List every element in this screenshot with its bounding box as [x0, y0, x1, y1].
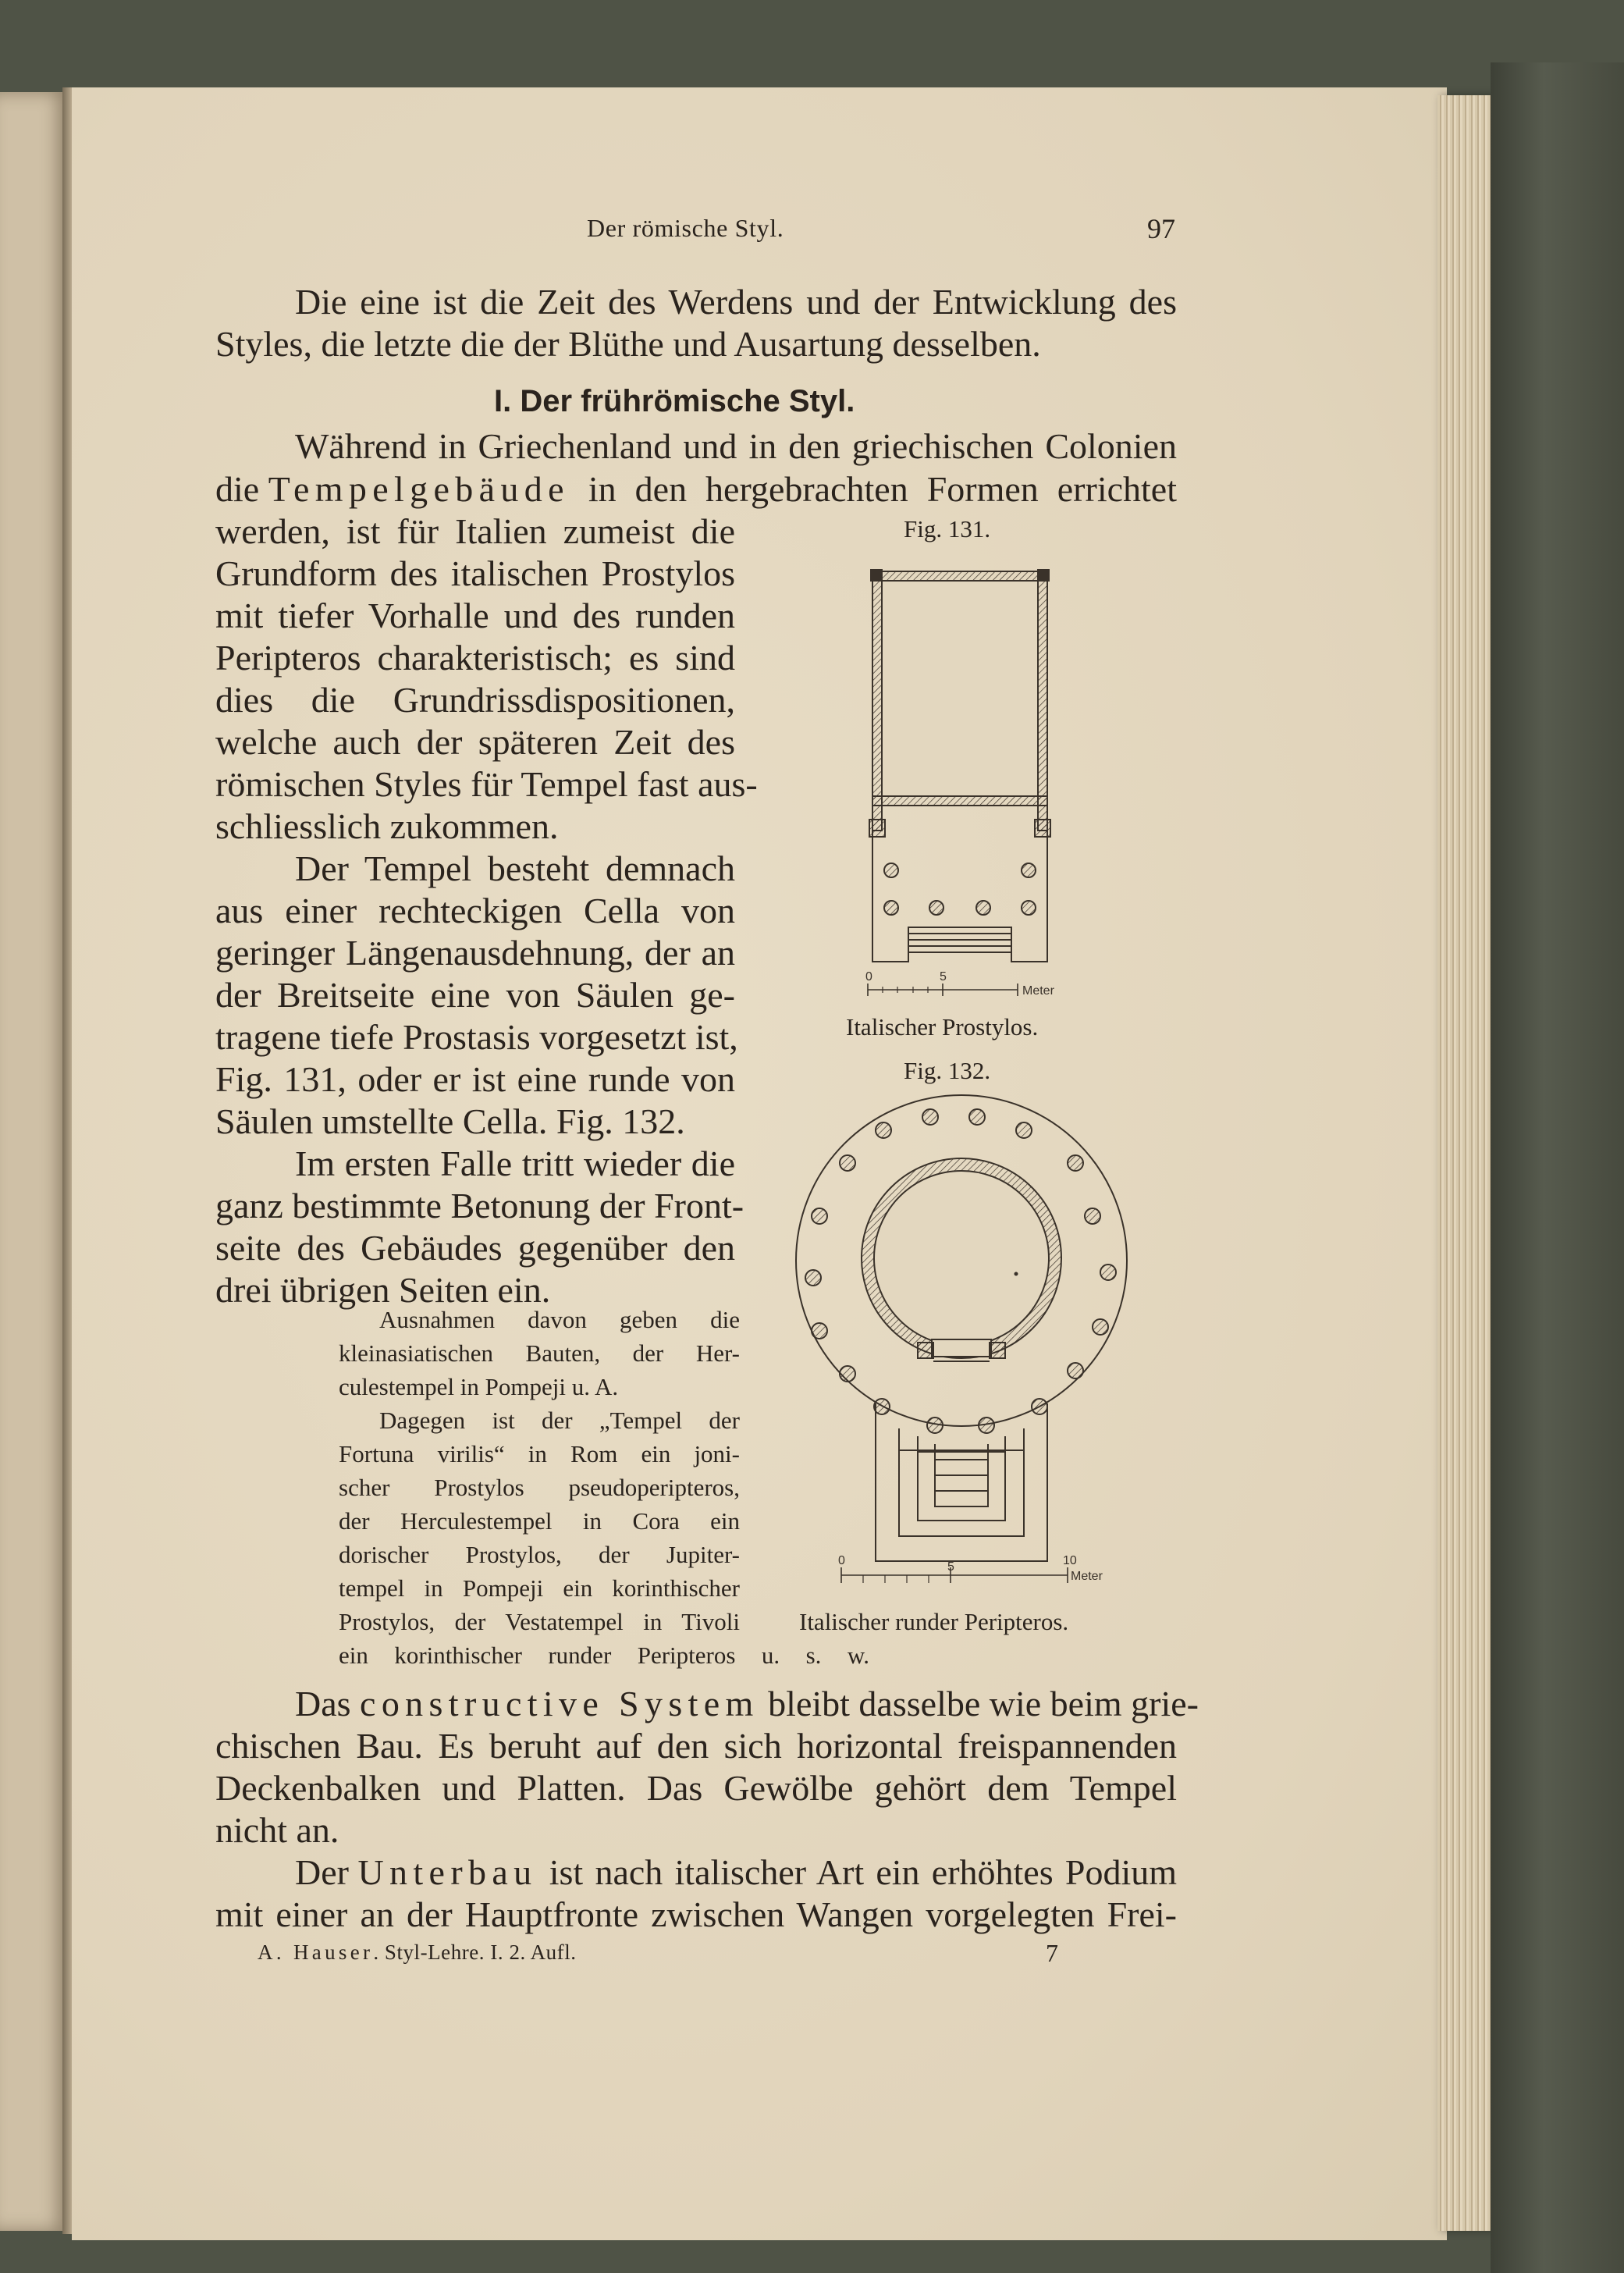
- facing-page-edge: [0, 92, 69, 2231]
- text-run: in den hergebrachten Formen errichtet: [569, 469, 1177, 509]
- text-run: bleibt dasselbe wie beim grie-: [759, 1684, 1199, 1723]
- column: [812, 1323, 827, 1339]
- footer-line: [258, 1940, 577, 1965]
- body-line: mit tiefer Vorhalle und des runden: [215, 596, 735, 635]
- fig132-plan: [780, 1093, 1155, 1592]
- text-run: Der: [295, 1852, 358, 1892]
- note-line: Dagegen ist der „Tempel der: [379, 1407, 740, 1434]
- fig131-plan: [858, 562, 1093, 1015]
- column: [874, 1399, 890, 1414]
- body-line: aus einer rechteckigen Cella von: [215, 891, 735, 930]
- body-line: werden, ist für Italien zumeist die: [215, 511, 735, 551]
- body-line: geringer Längenausdehnung, der an: [215, 933, 735, 973]
- column: [884, 901, 898, 915]
- body-line: Der Tempel besteht demnach: [295, 848, 735, 888]
- body-line: ganz bestimmte Betonung der Front-: [215, 1186, 744, 1225]
- body-line: chischen Bau. Es beruht auf den sich horizontal freispannenden: [215, 1726, 1177, 1766]
- footer-author: A. Hauser: [258, 1940, 374, 1964]
- fig131-scale-unit: Meter: [1022, 984, 1054, 998]
- spaced-term: Tempelgebäude: [268, 469, 570, 509]
- body-line: tragene tiefe Prostasis vorgesetzt ist,: [215, 1017, 738, 1057]
- book-cover: [1491, 62, 1624, 2273]
- fig131-scale-0: 0: [865, 970, 872, 984]
- fig132-scale-unit: Meter: [1071, 1570, 1103, 1583]
- column: [876, 1122, 891, 1138]
- text-run: ist nach italischer Art ein erhöhtes Podium: [537, 1852, 1177, 1892]
- note-line: ein korinthischer runder Peripteros u. s. w.: [339, 1642, 869, 1669]
- body-line: welche auch der späteren Zeit des: [215, 722, 735, 762]
- fig132-number: Fig. 132.: [904, 1057, 991, 1084]
- body-line: Im ersten Falle tritt wieder die: [295, 1144, 735, 1183]
- note-line: Prostylos, der Vestatempel in Tivoli: [339, 1608, 740, 1635]
- text-run: die: [215, 469, 268, 509]
- body-line: nicht an.: [215, 1810, 339, 1850]
- body-line: Während in Griechenland und in den griechischen Colonien: [295, 426, 1177, 466]
- body-line: Peripteros charakteristisch; es sind: [215, 638, 735, 678]
- body-line: römischen Styles für Tempel fast aus-: [215, 764, 758, 804]
- fig131-number: Fig. 131.: [904, 515, 991, 542]
- footer-title: . Styl-Lehre. I. 2. Aufl.: [373, 1940, 577, 1964]
- body-line: [295, 1851, 1177, 1894]
- column: [922, 1109, 938, 1125]
- body-line: Grundform des italischen Prostylos: [215, 553, 735, 593]
- fig132-scale-0: 0: [838, 1554, 845, 1567]
- note-line: Fortuna virilis“ in Rom ein joni-: [339, 1440, 740, 1467]
- spaced-term: Unterbau: [357, 1852, 538, 1892]
- body-line: dies die Grundrissdispositionen,: [215, 680, 735, 720]
- note-line: der Herculestempel in Cora ein: [339, 1507, 740, 1535]
- fig131-scale-5: 5: [940, 970, 947, 984]
- intro-line: Styles, die letzte die der Blüthe und Ausartung desselben.: [215, 324, 1041, 364]
- body-line: schliesslich zukommen.: [215, 806, 559, 846]
- column: [1068, 1155, 1083, 1171]
- fig132-caption: Italischer runder Peripteros.: [799, 1608, 1069, 1635]
- column: [927, 1418, 943, 1433]
- column: [979, 1418, 994, 1433]
- column: [805, 1270, 821, 1286]
- column: [884, 863, 898, 877]
- column: [1093, 1319, 1108, 1335]
- column: [840, 1155, 855, 1171]
- fig131-caption: Italischer Prostylos.: [846, 1013, 1039, 1040]
- signature-mark: 7: [1046, 1939, 1058, 1967]
- section-heading: I. Der frührömische Styl.: [494, 384, 855, 418]
- note-line: scher Prostylos pseudoperipteros,: [339, 1474, 740, 1501]
- note-line: dorischer Prostylos, der Jupiter-: [339, 1541, 740, 1568]
- cella-interior: [882, 581, 1038, 796]
- body-line: seite des Gebäudes gegenüber den: [215, 1228, 735, 1268]
- column: [812, 1208, 827, 1224]
- page-number: 97: [1147, 213, 1175, 244]
- body-line: mit einer an der Hauptfronte zwischen Wangen vorgelegten Frei-: [215, 1894, 1177, 1934]
- page-block-edges: [1437, 95, 1495, 2231]
- note-line: kleinasiatischen Bauten, der Her-: [339, 1339, 740, 1367]
- note-line: Ausnahmen davon geben die: [379, 1306, 740, 1333]
- note-line: tempel in Pompeji ein korinthischer: [339, 1574, 740, 1602]
- column: [1016, 1122, 1032, 1138]
- running-title: Der römische Styl.: [587, 214, 784, 242]
- note-line: culestempel in Pompeji u. A.: [339, 1373, 619, 1400]
- fig132-scale-5: 5: [947, 1560, 954, 1574]
- body-line: der Breitseite eine von Säulen ge-: [215, 975, 735, 1015]
- body-line: Säulen umstellte Cella. Fig. 132.: [215, 1101, 685, 1141]
- column: [1085, 1208, 1100, 1224]
- column: [840, 1366, 855, 1382]
- body-line: [215, 468, 1177, 510]
- column: [1100, 1265, 1116, 1280]
- column: [1032, 1399, 1047, 1414]
- column: [976, 901, 990, 915]
- text-run: Das: [295, 1684, 361, 1723]
- body-line: Fig. 131, oder er ist eine runde von: [215, 1059, 735, 1099]
- column: [1022, 901, 1036, 915]
- fig132-scale-10: 10: [1063, 1554, 1077, 1567]
- cella-interior: [874, 1171, 1049, 1346]
- intro-line: Die eine ist die Zeit des Werdens und der Entwicklung des: [295, 282, 1177, 322]
- column: [1068, 1363, 1083, 1378]
- spaced-term: constructive System: [360, 1684, 759, 1723]
- body-line: Deckenbalken und Platten. Das Gewölbe gehört dem Tempel: [215, 1768, 1177, 1808]
- column: [929, 901, 943, 915]
- body-line: drei übrigen Seiten ein.: [215, 1270, 551, 1310]
- column: [969, 1109, 985, 1125]
- column: [1022, 863, 1036, 877]
- body-line: [295, 1683, 1199, 1725]
